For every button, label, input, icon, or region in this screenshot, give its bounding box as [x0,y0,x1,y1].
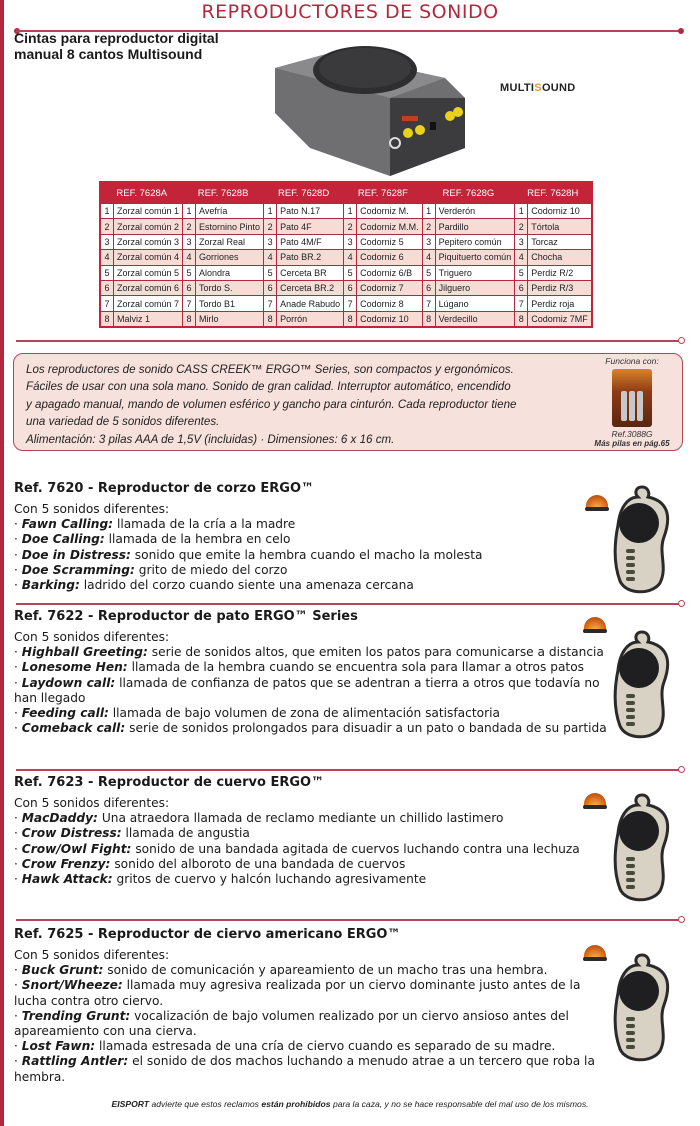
ergo-caller-ciervo-image [612,953,674,1063]
sound-description: el sonido de dos machos luchando a menudo atrae a un tercero que roba la hembra. [14,1054,595,1084]
sound-description: llamada de la cría a la madre [116,517,296,532]
info-line: y apagado manual, mando de volumen esférico y gancho para cinturón. Cada reproductor tiene [26,397,517,411]
table-row [100,265,592,280]
bullet-icon: · [14,1054,22,1069]
sound-name: Snort/Wheeze: [21,978,123,993]
sound-item [14,660,614,675]
track-number: 2 [515,219,528,234]
product-intro: Con 5 sonidos diferentes: [14,948,170,962]
track-number: 8 [100,311,114,327]
track-number: 2 [344,219,357,234]
sound-description: llamada de confianza de patos que se adentran a tierra a otros que todavía no han llegado [14,675,600,705]
sound-name: Lonesome Hen: [21,660,128,675]
track-number: 4 [344,250,357,265]
table-header-cell: REF. 7628A [100,182,183,204]
track-name-cell: Codorniz 6 [357,250,423,265]
bullet-icon: · [14,532,22,547]
track-number: 7 [422,296,435,311]
track-number: 3 [422,234,435,249]
track-number: 1 [100,204,114,219]
product-section-7622 [14,609,614,736]
sound-name: Fawn Calling: [21,517,114,532]
track-number: 6 [344,280,357,295]
sound-item [14,721,614,736]
sound-item [14,563,614,578]
bullet-icon: · [14,1008,22,1023]
legal-disclaimer [0,1099,700,1109]
track-name-cell: Zorzal común 5 [114,265,183,280]
section-rule [16,919,680,921]
sound-name: Highball Greeting: [21,645,148,660]
sound-item [14,1054,614,1084]
track-name-cell: Alondra [196,265,264,280]
sound-name: Feeding call: [21,706,109,721]
track-name-cell: Codorniz 10 [357,311,423,327]
sound-item [14,1009,614,1039]
track-number: 3 [183,234,196,249]
sound-item [14,517,614,532]
table-row [100,204,592,219]
track-number: 8 [344,311,357,327]
sound-description: llamada de la hembra en celo [108,532,291,547]
sound-name: Doe Scramming: [21,562,135,577]
sound-description: grito de miedo del corzo [138,562,288,577]
bullet-icon: · [14,811,22,826]
track-number: 2 [183,219,196,234]
track-number: 7 [515,296,528,311]
track-name-cell: Jilguero [435,280,515,295]
track-number: 4 [422,250,435,265]
track-number: 1 [264,204,277,219]
reference-table [99,181,593,328]
ergo-caller-pato-image [612,630,674,740]
track-number: 5 [422,265,435,280]
rule-ring [678,916,685,923]
track-number: 5 [344,265,357,280]
rule-ring [678,337,685,344]
bullet-icon: · [14,978,22,993]
bullet-icon: · [14,578,22,593]
table-header-cell: REF. 7628H [515,182,592,204]
product-intro: Con 5 sonidos diferentes: [14,502,170,516]
track-number: 3 [515,234,528,249]
track-name-cell: Pato 4F [277,219,344,234]
track-name-cell: Codorniz 8 [357,296,423,311]
table-header-cell: REF. 7628G [422,182,515,204]
sound-name: Crow/Owl Fight: [21,841,132,856]
track-number: 7 [100,296,114,311]
rule-dot [678,28,684,34]
track-name-cell: Porrón [277,311,344,327]
sound-item [14,963,614,978]
table-header-cell: REF. 7628B [183,182,264,204]
works-with-label: Funciona con: [605,356,659,366]
track-name-cell: Pardillo [435,219,515,234]
sound-name: Laydown call: [21,675,116,690]
track-number: 8 [515,311,528,327]
sound-name: Buck Grunt: [21,963,104,978]
multisound-device-image [270,38,470,178]
track-number: 6 [100,280,114,295]
info-line: una variedad de 5 sonidos diferentes. [26,415,220,429]
sound-description: ladrido del corzo cuando siente una amenaza cercana [83,578,414,593]
sound-description: llamada muy agresiva realizada por un ciervo dominante justo antes de la lucha contra otro ciervo. [14,978,581,1008]
sound-name: Barking: [21,578,80,593]
track-name-cell: Anade Rabudo [277,296,344,311]
track-name-cell: Malviz 1 [114,311,183,327]
sound-item [14,645,614,660]
table-header-cell: REF. 7628F [344,182,423,204]
track-number: 5 [515,265,528,280]
track-name-cell: Zorzal común 7 [114,296,183,311]
track-name-cell: Piquituerto común [435,250,515,265]
track-number: 6 [264,280,277,295]
sound-description: sonido del alboroto de una bandada de cuervos [114,856,406,871]
bullet-icon: · [14,645,22,660]
track-name-cell: Pepitero común [435,234,515,249]
bullet-icon: · [14,841,22,856]
sound-name: MacDaddy: [21,811,98,826]
product-intro: Con 5 sonidos diferentes: [14,630,170,644]
track-number: 1 [344,204,357,219]
sound-description: vocalización de bajo volumen realizado por un ciervo ansioso antes del apareamiento con una cierva. [14,1008,569,1039]
table-row [100,219,592,234]
table-row [100,311,592,327]
track-name-cell: Zorzal común 1 [114,204,183,219]
track-number: 3 [344,234,357,249]
sound-item [14,578,614,593]
sound-name: Doe Calling: [21,532,105,547]
track-number: 4 [515,250,528,265]
multisound-subtitle: Cintas para reproductor digital manual 8 cantos Multisound [14,30,219,62]
sound-description: llamada de angustia [125,826,250,841]
track-number: 3 [264,234,277,249]
disclaimer-text: para la caza, y no se hace responsable del mal uso de los mismos. [330,1099,589,1109]
sound-name: Rattling Antler: [21,1054,129,1069]
track-name-cell: Tórtola [528,219,592,234]
track-number: 7 [264,296,277,311]
bullet-icon: · [14,721,22,736]
track-name-cell: Zorzal común 6 [114,280,183,295]
sound-item [14,872,614,887]
rule-ring [678,766,685,773]
track-name-cell: Codorniz 10 [528,204,592,219]
product-title: Ref. 7625 - Reproductor de ciervo americano ERGO™ [14,927,401,942]
sound-description: sonido de una bandada agitada de cuervos luchando contra una lechuza [135,841,580,856]
track-number: 3 [100,234,114,249]
section-rule [16,603,680,605]
track-number: 6 [515,280,528,295]
product-intro: Con 5 sonidos diferentes: [14,796,170,810]
track-number: 6 [422,280,435,295]
prohibited-warning: están prohibidos [261,1099,331,1109]
sound-name: Doe in Distress: [21,547,131,562]
sound-item [14,857,614,872]
track-number: 4 [100,250,114,265]
track-name-cell: Mirlo [196,311,264,327]
track-number: 8 [422,311,435,327]
track-name-cell: Perdiz roja [528,296,592,311]
brand-name: EISPORT [111,1099,150,1109]
track-number: 2 [100,219,114,234]
sound-item [14,548,614,563]
page-title: REPRODUCTORES DE SONIDO [201,1,499,23]
info-line: Fáciles de usar con una sola mano. Sonido de gran calidad. Interruptor automático, encendido [26,380,511,394]
track-name-cell: Codorniz 7 [357,280,423,295]
info-text [26,361,566,448]
track-name-cell: Codorniz M. [357,204,423,219]
table-header-cell: REF. 7628D [264,182,344,204]
track-number: 4 [264,250,277,265]
track-name-cell: Zorzal Real [196,234,264,249]
sound-description: sonido de comunicación y apareamiento de un macho tras una hembra. [107,963,548,978]
bullet-icon: · [14,963,22,978]
product-title: Ref. 7620 - Reproductor de corzo ERGO™ [14,481,315,496]
sound-name: Crow Distress: [21,826,122,841]
track-number: 5 [100,265,114,280]
track-name-cell: Perdiz R/2 [528,265,592,280]
battery-pack-image [612,369,652,427]
bullet-icon: · [14,517,22,532]
sound-description: serie de sonidos prolongados para disuadir a un pato o bandada de su partida [129,721,607,736]
sound-description: sonido que emite la hembra cuando el macho la molesta [134,547,483,562]
info-line: Alimentación: 3 pilas AAA de 1,5V (incluidas) · Dimensiones: 6 x 16 cm. [26,432,395,446]
left-accent-bar [0,0,4,1126]
track-number: 1 [422,204,435,219]
track-number: 8 [264,311,277,327]
track-name-cell: Pato N.17 [277,204,344,219]
sound-description: Una atraedora llamada de reclamo mediante un chillido lastimero [101,811,504,826]
track-number: 7 [183,296,196,311]
track-number: 8 [183,311,196,327]
bullet-icon: · [14,856,22,871]
info-line: Los reproductores de sonido CASS CREEK™ ERGO™ Series, son compactos y ergonómicos. [26,363,514,376]
battery-ref: Ref.3088G [611,429,653,439]
track-name-cell: Verdecillo [435,311,515,327]
track-name-cell: Zorzal común 4 [114,250,183,265]
track-name-cell: Cerceta BR [277,265,344,280]
track-number: 1 [183,204,196,219]
track-number: 4 [183,250,196,265]
bullet-icon: · [14,872,22,887]
sound-description: gritos de cuervo y halcón luchando agresivamente [116,872,427,887]
ergo-caller-cuervo-image [612,793,674,903]
section-rule [16,340,680,342]
table-row [100,234,592,249]
track-name-cell: Verderón [435,204,515,219]
bullet-icon: · [14,675,22,690]
bullet-icon: · [14,547,22,562]
track-number: 1 [515,204,528,219]
sound-item [14,811,614,826]
sound-item [14,532,614,547]
track-name-cell: Codorniz 7MF [528,311,592,327]
more-batteries-link[interactable]: Más pilas en pág.65 [594,439,670,448]
bullet-icon: · [14,706,22,721]
table-row [100,296,592,311]
track-name-cell: Zorzal común 3 [114,234,183,249]
track-name-cell: Avefría [196,204,264,219]
track-name-cell: Pato 4M/F [277,234,344,249]
bullet-icon: · [14,826,22,841]
sound-item [14,706,614,721]
bullet-icon: · [14,660,22,675]
track-name-cell: Cerceta BR.2 [277,280,344,295]
track-name-cell: Zorzal común 2 [114,219,183,234]
track-name-cell: Codorniz 6/B [357,265,423,280]
multisound-logo: MULTISOUND [500,82,576,94]
sound-item [14,842,614,857]
table-row [100,250,592,265]
product-title: Ref. 7623 - Reproductor de cuervo ERGO™ [14,775,325,790]
track-name-cell: Estornino Pinto [196,219,264,234]
section-rule [16,769,680,771]
track-name-cell: Torcaz [528,234,592,249]
track-name-cell: Perdiz R/3 [528,280,592,295]
track-name-cell: Triguero [435,265,515,280]
product-section-7623 [14,775,614,887]
battery-panel [588,356,676,448]
sound-item [14,676,614,706]
sound-name: Trending Grunt: [21,1008,131,1023]
sound-item [14,826,614,841]
bullet-icon: · [14,562,22,577]
sound-item [14,978,614,1008]
product-section-7620 [14,481,614,593]
ergo-caller-corzo-image [612,485,674,595]
sound-description: llamada estresada de una cría de ciervo cuando es separado de su madre. [99,1039,556,1054]
track-name-cell: Codorniz 5 [357,234,423,249]
product-section-7625 [14,927,614,1085]
track-name-cell: Gorriones [196,250,264,265]
track-number: 6 [183,280,196,295]
info-box [13,353,683,451]
track-name-cell: Codorniz M.M. [357,219,423,234]
sound-name: Lost Fawn: [21,1039,96,1054]
track-name-cell: Chocha [528,250,592,265]
track-name-cell: Tordo S. [196,280,264,295]
bullet-icon: · [14,1039,22,1054]
track-number: 5 [183,265,196,280]
table-row [100,280,592,295]
sound-description: llamada de bajo volumen de zona de alimentación satisfactoria [112,706,500,721]
track-name-cell: Pato BR.2 [277,250,344,265]
sound-name: Hawk Attack: [21,872,113,887]
product-title: Ref. 7622 - Reproductor de pato ERGO™ Series [14,609,358,624]
track-number: 2 [264,219,277,234]
sound-name: Crow Frenzy: [21,856,111,871]
sound-item [14,1039,614,1054]
track-number: 7 [344,296,357,311]
track-name-cell: Tordo B1 [196,296,264,311]
track-name-cell: Lúgano [435,296,515,311]
disclaimer-text: advierte que estos reclamos [149,1099,262,1109]
sound-description: serie de sonidos altos, que emiten los patos para comunicarse a distancia [151,645,604,660]
track-number: 2 [422,219,435,234]
track-number: 5 [264,265,277,280]
sound-name: Comeback call: [21,721,126,736]
sound-description: llamada de la hembra cuando se encuentra sola para llamar a otros patos [131,660,584,675]
rule-ring [678,600,685,607]
